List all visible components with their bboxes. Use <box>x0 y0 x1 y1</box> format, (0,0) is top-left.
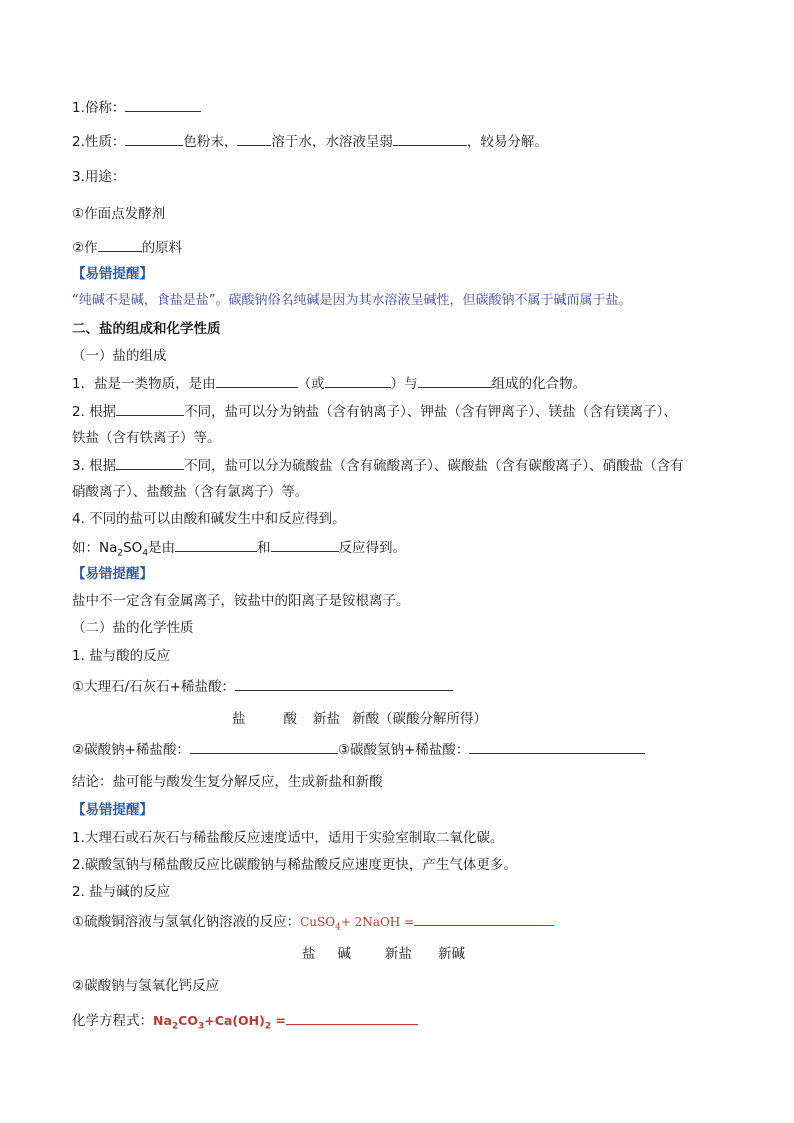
cation-type-blank[interactable] <box>116 402 184 416</box>
reaction-1-labels: 盐 酸 新盐 新酸（碳酸分解所得） <box>232 711 487 727</box>
reaction-2-labels: 盐 碱 新盐 新碱 <box>302 946 465 962</box>
reaction-1a: ①大理石/石灰石+稀盐酸： <box>72 677 453 696</box>
composition-p2: 2. 根据 不同，盐可以分为钠盐（含有钠离子）、钾盐（含有钾离子）、镁盐（含有镁离子）、 <box>72 404 677 420</box>
reaction-2c: 化学方程式：$Na_2CO_3+Ca(OH)_2$ = <box>72 1011 418 1030</box>
sodium-carbonate-lime-equation: $Na_2CO_3+Ca(OH)_2$ = <box>153 1013 286 1032</box>
tip-3-line-2: 2.碳酸氢钠与稀盐酸反应比碳酸钠与稀盐酸反应速度更快，产生气体更多。 <box>72 857 517 873</box>
copper-sulfate-equation: CuSO$_4$+ 2NaOH = <box>300 915 415 933</box>
reaction-1-title: 1. 盐与酸的反应 <box>72 648 171 664</box>
subsection-properties: （二）盐的化学性质 <box>72 620 194 636</box>
color-blank[interactable] <box>125 132 183 146</box>
tip-title-3: 【易错提醒】 <box>72 802 153 818</box>
solution-nature-blank[interactable] <box>393 132 467 146</box>
nickname-blank[interactable] <box>125 98 201 112</box>
composition-p5: 如：$Na_2SO_4$是由 和 反应得到。 <box>72 540 407 559</box>
reaction-1bc: ②碳酸钠+稀盐酸： ③碳酸氢钠+稀盐酸： <box>72 740 645 759</box>
tip-text-1: “纯碱不是碱，食盐是盐”。碳酸钠俗名纯碱是因为其水溶液呈碱性，但碳酸钠不属于碱而属于盐。 <box>72 293 632 308</box>
reaction-2a: ①硫酸铜溶液与氢氧化钠溶液的反应：CuSO$_4$+ 2NaOH = <box>72 912 554 931</box>
tip-title-1: 【易错提醒】 <box>72 266 153 282</box>
nickname-label: 1.俗称： <box>72 100 126 116</box>
use-label: 3.用途： <box>72 169 126 185</box>
base-blank[interactable] <box>271 538 339 552</box>
reaction-2-title: 2. 盐与碱的反应 <box>72 884 171 900</box>
property-label: 2.性质： <box>72 134 126 150</box>
property-line: 2.性质： 色粉末， 溶于水，水溶液呈弱 ，较易分解。 <box>72 134 548 150</box>
anion-type-blank[interactable] <box>116 456 184 470</box>
sodium-carbonate-equation-blank[interactable] <box>190 740 338 754</box>
acid-blank[interactable] <box>175 538 257 552</box>
composition-p1: 1．盐是一类物质，是由 （或 ）与 组成的化合物。 <box>72 376 587 392</box>
nickname-line <box>72 98 201 117</box>
composition-p2-cont: 铁盐（含有铁离子）等。 <box>72 430 221 446</box>
solubility-blank[interactable] <box>237 132 271 146</box>
limestone-equation-blank[interactable] <box>235 677 453 691</box>
tip-text-2: 盐中不一定含有金属离子，铵盐中的阳离子是铵根离子。 <box>72 593 410 609</box>
anion-blank[interactable] <box>418 374 492 388</box>
sodium-bicarbonate-equation-blank[interactable] <box>469 740 645 754</box>
raw-material-blank[interactable] <box>98 238 142 252</box>
subsection-composition: （一）盐的组成 <box>72 348 167 364</box>
tip-title-2: 【易错提醒】 <box>72 566 153 582</box>
reaction-2b: ②碳酸钠与氢氧化钙反应 <box>72 978 220 994</box>
tip-3-line-1: 1.大理石或石灰石与稀盐酸反应速度适中，适用于实验室制取二氧化碳。 <box>72 830 504 846</box>
section-heading: 二、盐的组成和化学性质 <box>72 321 221 337</box>
composition-p3-cont: 硝酸离子）、盐酸盐（含有氯离子）等。 <box>72 484 309 500</box>
copper-sulfate-equation-blank[interactable] <box>414 912 554 926</box>
ammonium-blank[interactable] <box>325 374 391 388</box>
sodium-carbonate-lime-equation-blank[interactable] <box>286 1011 418 1025</box>
use-item-2: ②作 的原料 <box>72 240 183 256</box>
use-item-1: ①作面点发酵剂 <box>72 206 166 222</box>
composition-p3: 3. 根据 不同，盐可以分为硫酸盐（含有硫酸离子）、碳酸盐（含有碳酸离子）、硝酸盐（含有 <box>72 458 684 474</box>
composition-p4: 4. 不同的盐可以由酸和碱发生中和反应得到。 <box>72 511 346 527</box>
cation-blank[interactable] <box>216 374 298 388</box>
reaction-1-conclusion: 结论：盐可能与酸发生复分解反应，生成新盐和新酸 <box>72 774 383 790</box>
